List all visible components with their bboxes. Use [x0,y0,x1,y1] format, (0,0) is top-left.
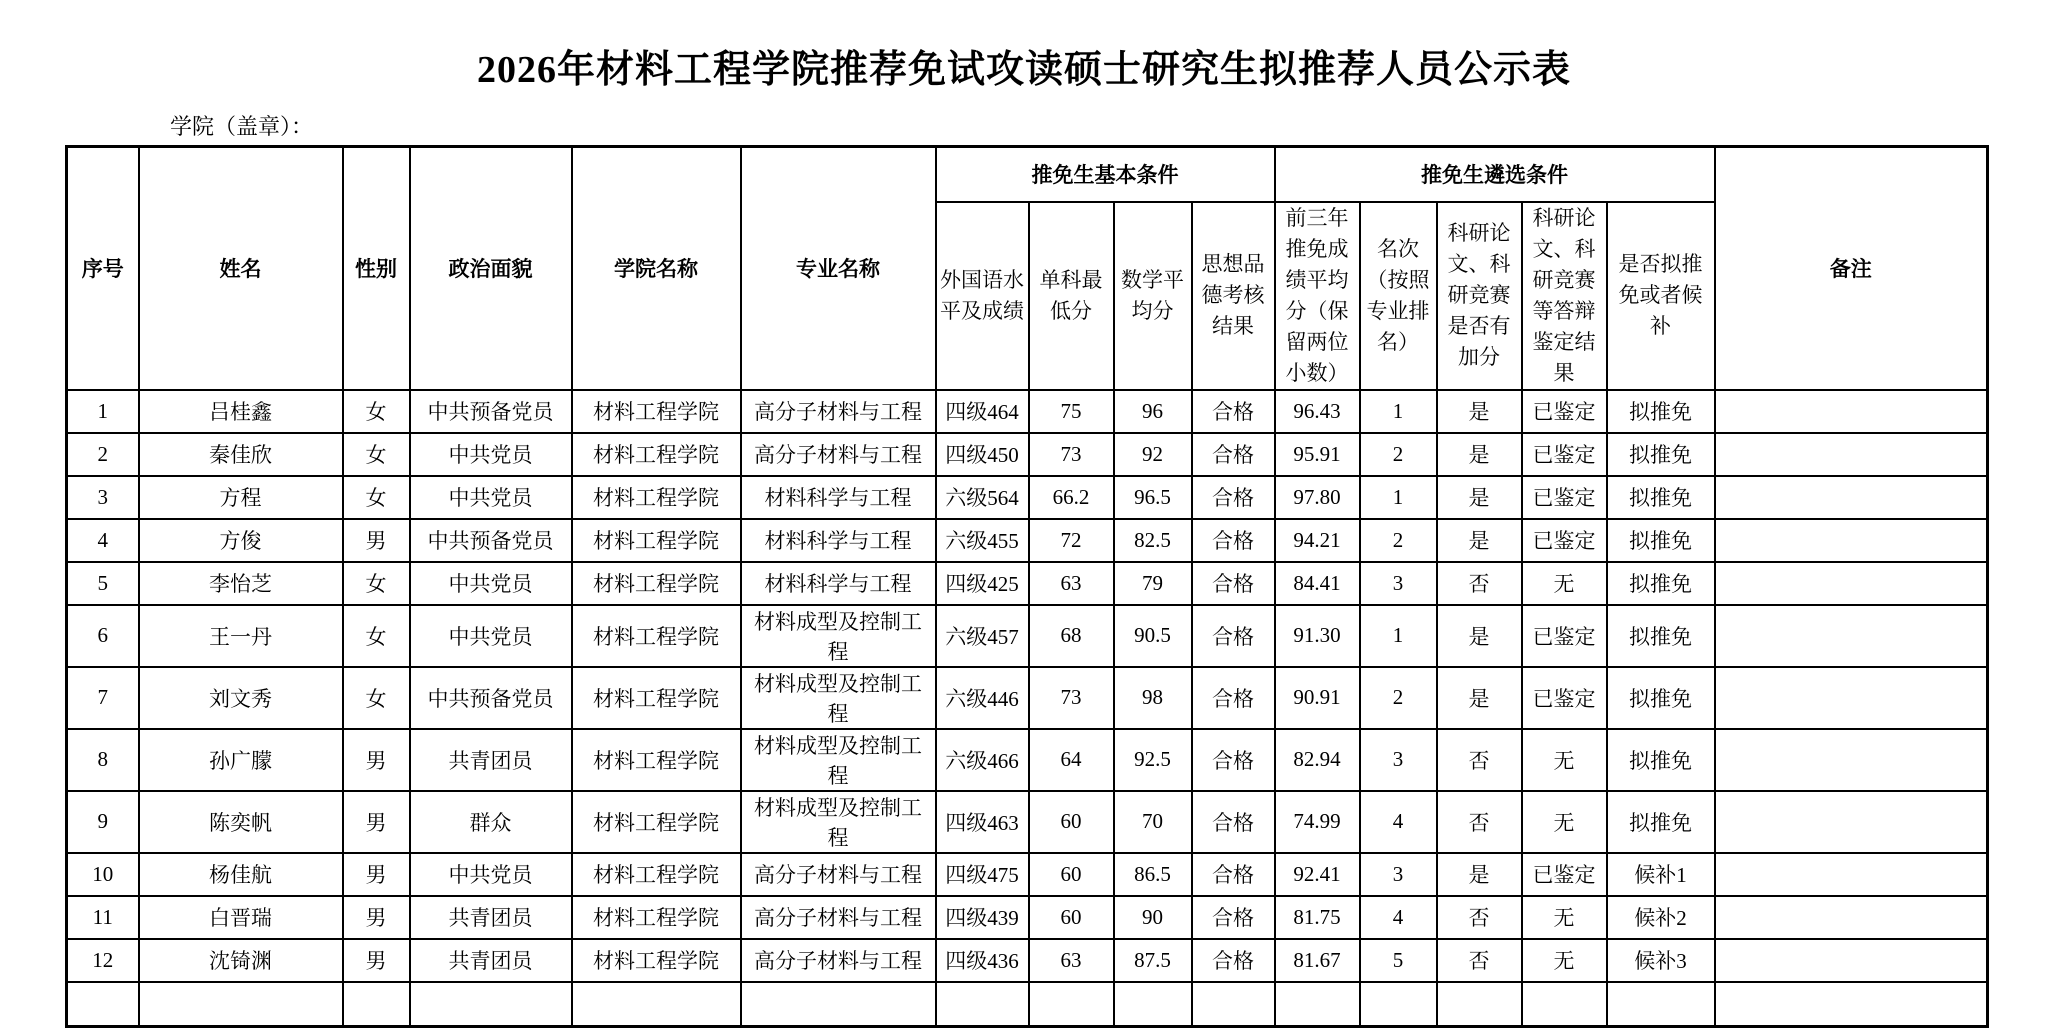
cell-remark [1715,476,1988,519]
cell-remark [1715,896,1988,939]
cell-seq: 9 [67,791,139,853]
cell-status: 拟推免 [1607,729,1715,791]
header-status: 是否拟推免或者候补 [1607,202,1715,390]
header-gender: 性别 [343,147,410,390]
cell-moral: 合格 [1192,476,1275,519]
header-research-bonus: 科研论文、科研竞赛是否有加分 [1437,202,1522,390]
cell-appraisal: 已鉴定 [1522,605,1607,667]
cell-bonus: 是 [1437,667,1522,729]
cell-name: 孙广朦 [139,729,343,791]
cell-name: 沈锜渊 [139,939,343,982]
cell-status: 拟推免 [1607,519,1715,562]
cell-remark [1715,433,1988,476]
table-row [67,605,1988,667]
cell-appraisal: 已鉴定 [1522,433,1607,476]
cell-major: 高分子材料与工程 [741,433,936,476]
header-group-row [67,147,1988,202]
cell-status: 候补1 [1607,853,1715,896]
cell-empty [1437,982,1522,1027]
cell-status: 候补2 [1607,896,1715,939]
cell-bonus: 是 [1437,853,1522,896]
cell-bonus: 是 [1437,433,1522,476]
cell-appraisal: 已鉴定 [1522,667,1607,729]
cell-college: 材料工程学院 [572,729,741,791]
table-row [67,896,1988,939]
cell-political: 中共预备党员 [410,667,572,729]
cell-seq: 1 [67,390,139,433]
cell-math: 90.5 [1114,605,1192,667]
cell-empty [1715,982,1988,1027]
header-college-name: 学院名称 [572,147,741,390]
cell-avg: 82.94 [1275,729,1360,791]
cell-moral: 合格 [1192,433,1275,476]
cell-status: 拟推免 [1607,605,1715,667]
cell-rank: 2 [1360,519,1437,562]
cell-rank: 3 [1360,853,1437,896]
cell-gender: 女 [343,476,410,519]
cell-math: 82.5 [1114,519,1192,562]
cell-status: 拟推免 [1607,476,1715,519]
cell-gender: 女 [343,433,410,476]
cell-college: 材料工程学院 [572,853,741,896]
cell-appraisal: 已鉴定 [1522,519,1607,562]
cell-moral: 合格 [1192,729,1275,791]
cell-major: 高分子材料与工程 [741,939,936,982]
cell-remark [1715,390,1988,433]
cell-moral: 合格 [1192,519,1275,562]
cell-rank: 3 [1360,729,1437,791]
table-row [67,562,1988,605]
cell-political: 群众 [410,791,572,853]
cell-appraisal: 无 [1522,896,1607,939]
cell-college: 材料工程学院 [572,667,741,729]
cell-status: 拟推免 [1607,667,1715,729]
cell-math: 87.5 [1114,939,1192,982]
cell-status: 拟推免 [1607,562,1715,605]
cell-rank: 4 [1360,791,1437,853]
cell-empty [1114,982,1192,1027]
cell-min: 63 [1029,939,1114,982]
header-group-selection-conditions: 推免生遴选条件 [1275,147,1715,202]
cell-avg: 84.41 [1275,562,1360,605]
cell-appraisal: 无 [1522,791,1607,853]
cell-min: 73 [1029,433,1114,476]
cell-name: 方俊 [139,519,343,562]
cell-name: 王一丹 [139,605,343,667]
cell-status: 拟推免 [1607,390,1715,433]
cell-major: 材料成型及控制工程 [741,605,936,667]
cell-bonus: 否 [1437,791,1522,853]
cell-political: 共青团员 [410,896,572,939]
cell-bonus: 否 [1437,562,1522,605]
cell-seq: 10 [67,853,139,896]
cell-major: 高分子材料与工程 [741,853,936,896]
college-stamp-label: 学院（盖章）： [170,114,314,139]
header-three-year-average: 前三年推免成绩平均分（保留两位小数） [1275,202,1360,390]
cell-political: 中共党员 [410,562,572,605]
cell-empty [1607,982,1715,1027]
cell-avg: 92.41 [1275,853,1360,896]
cell-appraisal: 已鉴定 [1522,853,1607,896]
cell-appraisal: 无 [1522,562,1607,605]
cell-empty [1029,982,1114,1027]
cell-gender: 男 [343,939,410,982]
cell-min: 60 [1029,896,1114,939]
cell-math: 98 [1114,667,1192,729]
table-row [67,667,1988,729]
cell-status: 拟推免 [1607,433,1715,476]
cell-math: 70 [1114,791,1192,853]
cell-rank: 1 [1360,476,1437,519]
cell-name: 吕桂鑫 [139,390,343,433]
cell-college: 材料工程学院 [572,476,741,519]
header-name: 姓名 [139,147,343,390]
cell-major: 材料科学与工程 [741,519,936,562]
header-foreign-language: 外国语水平及成绩 [936,202,1029,390]
cell-college: 材料工程学院 [572,605,741,667]
cell-min: 60 [1029,853,1114,896]
cell-empty [1522,982,1607,1027]
cell-status: 拟推免 [1607,791,1715,853]
cell-seq: 7 [67,667,139,729]
cell-bonus: 否 [1437,729,1522,791]
header-group-basic-conditions: 推免生基本条件 [936,147,1275,202]
cell-seq: 12 [67,939,139,982]
cell-moral: 合格 [1192,562,1275,605]
cell-rank: 1 [1360,390,1437,433]
cell-gender: 女 [343,562,410,605]
cell-political: 中共党员 [410,476,572,519]
cell-foreign: 六级564 [936,476,1029,519]
cell-remark [1715,853,1988,896]
cell-rank: 5 [1360,939,1437,982]
cell-empty [741,982,936,1027]
cell-seq: 2 [67,433,139,476]
cell-avg: 96.43 [1275,390,1360,433]
cell-math: 92 [1114,433,1192,476]
cell-remark [1715,791,1988,853]
cell-min: 64 [1029,729,1114,791]
cell-avg: 91.30 [1275,605,1360,667]
cell-foreign: 六级466 [936,729,1029,791]
cell-political: 共青团员 [410,729,572,791]
cell-remark [1715,667,1988,729]
table-header [67,147,1988,390]
cell-major: 材料成型及控制工程 [741,791,936,853]
cell-avg: 74.99 [1275,791,1360,853]
cell-avg: 90.91 [1275,667,1360,729]
cell-rank: 1 [1360,605,1437,667]
table-body [67,390,1988,1027]
cell-remark [1715,939,1988,982]
cell-empty [139,982,343,1027]
cell-bonus: 否 [1437,896,1522,939]
table-row [67,476,1988,519]
cell-bonus: 是 [1437,605,1522,667]
cell-foreign: 四级464 [936,390,1029,433]
cell-rank: 4 [1360,896,1437,939]
cell-bonus: 否 [1437,939,1522,982]
table-row [67,519,1988,562]
cell-gender: 女 [343,605,410,667]
cell-math: 96.5 [1114,476,1192,519]
table-row [67,853,1988,896]
cell-foreign: 四级475 [936,853,1029,896]
header-min-single-score: 单科最低分 [1029,202,1114,390]
cell-foreign: 六级457 [936,605,1029,667]
cell-moral: 合格 [1192,853,1275,896]
cell-min: 60 [1029,791,1114,853]
cell-remark [1715,605,1988,667]
cell-gender: 男 [343,853,410,896]
cell-college: 材料工程学院 [572,433,741,476]
cell-foreign: 四级450 [936,433,1029,476]
cell-major: 材料科学与工程 [741,476,936,519]
header-math-average: 数学平均分 [1114,202,1192,390]
cell-gender: 男 [343,519,410,562]
cell-appraisal: 已鉴定 [1522,390,1607,433]
cell-math: 96 [1114,390,1192,433]
header-political-status: 政治面貌 [410,147,572,390]
header-seq: 序号 [67,147,139,390]
cell-foreign: 四级439 [936,896,1029,939]
header-rank: 名次（按照专业排名） [1360,202,1437,390]
cell-empty [572,982,741,1027]
cell-empty [1192,982,1275,1027]
cell-math: 90 [1114,896,1192,939]
cell-moral: 合格 [1192,896,1275,939]
cell-college: 材料工程学院 [572,791,741,853]
cell-math: 79 [1114,562,1192,605]
cell-remark [1715,729,1988,791]
cell-name: 杨佳航 [139,853,343,896]
cell-min: 63 [1029,562,1114,605]
cell-name: 白晋瑞 [139,896,343,939]
cell-foreign: 四级463 [936,791,1029,853]
table-row [67,939,1988,982]
table-row [67,433,1988,476]
cell-avg: 81.75 [1275,896,1360,939]
table-row [67,791,1988,853]
cell-seq: 3 [67,476,139,519]
cell-remark [1715,519,1988,562]
cell-name: 秦佳欣 [139,433,343,476]
cell-foreign: 六级446 [936,667,1029,729]
cell-math: 92.5 [1114,729,1192,791]
cell-seq: 4 [67,519,139,562]
empty-table-row [67,982,1988,1027]
cell-college: 材料工程学院 [572,939,741,982]
cell-empty [343,982,410,1027]
cell-foreign: 四级425 [936,562,1029,605]
cell-political: 中共党员 [410,433,572,476]
cell-avg: 95.91 [1275,433,1360,476]
cell-min: 75 [1029,390,1114,433]
cell-rank: 2 [1360,667,1437,729]
recommendation-roster-table [65,145,1989,1028]
cell-gender: 女 [343,390,410,433]
header-research-appraisal: 科研论文、科研竞赛等答辩鉴定结果 [1522,202,1607,390]
cell-name: 陈奕帆 [139,791,343,853]
cell-gender: 男 [343,729,410,791]
cell-status: 候补3 [1607,939,1715,982]
cell-foreign: 六级455 [936,519,1029,562]
cell-min: 66.2 [1029,476,1114,519]
cell-major: 高分子材料与工程 [741,896,936,939]
cell-political: 共青团员 [410,939,572,982]
cell-gender: 女 [343,667,410,729]
cell-moral: 合格 [1192,939,1275,982]
cell-name: 李怡芝 [139,562,343,605]
cell-empty [1360,982,1437,1027]
cell-empty [410,982,572,1027]
cell-college: 材料工程学院 [572,519,741,562]
cell-min: 73 [1029,667,1114,729]
cell-political: 中共党员 [410,605,572,667]
cell-gender: 男 [343,896,410,939]
header-remark: 备注 [1715,147,1988,390]
cell-rank: 2 [1360,433,1437,476]
cell-moral: 合格 [1192,390,1275,433]
cell-math: 86.5 [1114,853,1192,896]
cell-college: 材料工程学院 [572,390,741,433]
cell-bonus: 是 [1437,476,1522,519]
cell-major: 材料科学与工程 [741,562,936,605]
header-major-name: 专业名称 [741,147,936,390]
cell-college: 材料工程学院 [572,896,741,939]
cell-seq: 8 [67,729,139,791]
cell-political: 中共预备党员 [410,390,572,433]
cell-min: 68 [1029,605,1114,667]
cell-gender: 男 [343,791,410,853]
cell-moral: 合格 [1192,667,1275,729]
page-title: 2026年材料工程学院推荐免试攻读硕士研究生拟推荐人员公示表 [476,49,1571,91]
cell-seq: 11 [67,896,139,939]
cell-name: 方程 [139,476,343,519]
cell-major: 材料成型及控制工程 [741,667,936,729]
table-row [67,390,1988,433]
cell-appraisal: 无 [1522,729,1607,791]
cell-appraisal: 无 [1522,939,1607,982]
cell-moral: 合格 [1192,605,1275,667]
cell-political: 中共党员 [410,853,572,896]
cell-moral: 合格 [1192,791,1275,853]
cell-rank: 3 [1360,562,1437,605]
cell-avg: 81.67 [1275,939,1360,982]
cell-political: 中共预备党员 [410,519,572,562]
cell-college: 材料工程学院 [572,562,741,605]
cell-appraisal: 已鉴定 [1522,476,1607,519]
cell-bonus: 是 [1437,519,1522,562]
cell-avg: 97.80 [1275,476,1360,519]
cell-min: 72 [1029,519,1114,562]
cell-avg: 94.21 [1275,519,1360,562]
header-moral-assessment: 思想品德考核结果 [1192,202,1275,390]
cell-foreign: 四级436 [936,939,1029,982]
cell-seq: 6 [67,605,139,667]
cell-seq: 5 [67,562,139,605]
cell-major: 高分子材料与工程 [741,390,936,433]
cell-empty [1275,982,1360,1027]
cell-name: 刘文秀 [139,667,343,729]
cell-remark [1715,562,1988,605]
cell-bonus: 是 [1437,390,1522,433]
cell-empty [936,982,1029,1027]
cell-empty [67,982,139,1027]
cell-major: 材料成型及控制工程 [741,729,936,791]
table-row [67,729,1988,791]
